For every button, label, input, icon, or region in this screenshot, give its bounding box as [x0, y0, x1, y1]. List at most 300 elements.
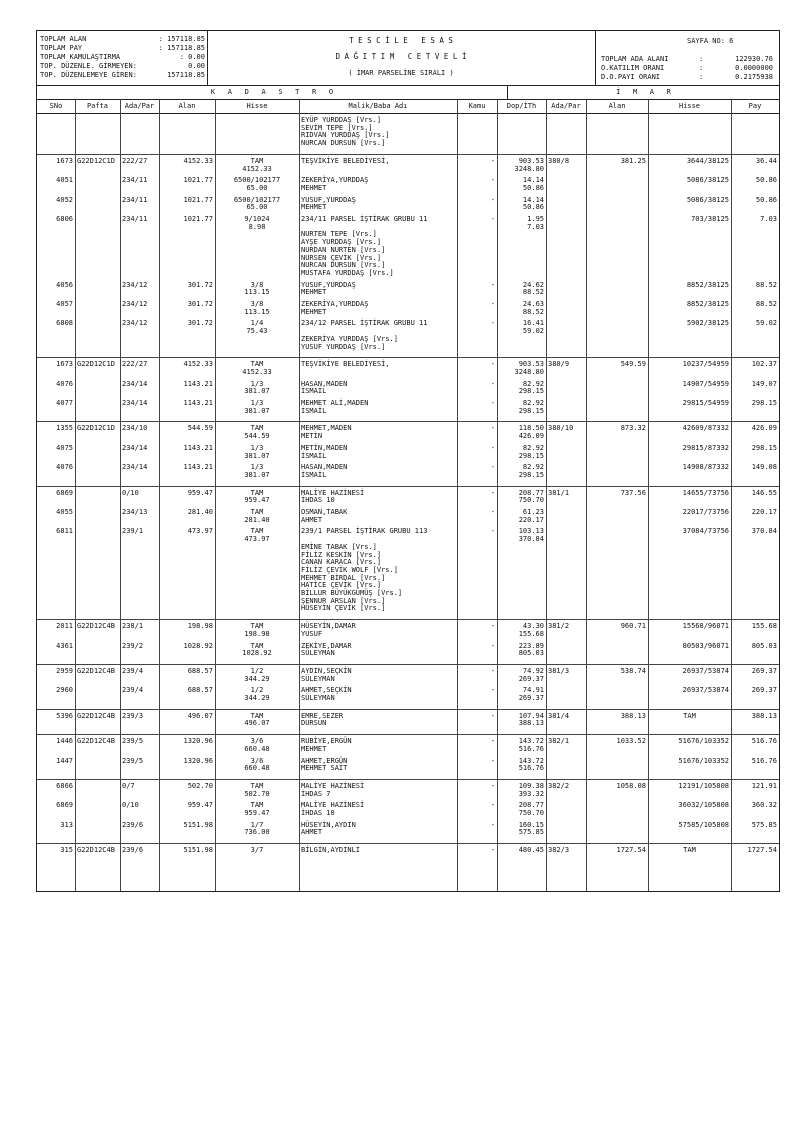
text-cell: 5151.98 — [183, 820, 213, 829]
text-cell: TAM — [250, 711, 264, 720]
group-divider — [37, 843, 779, 844]
text-cell: 1320.96 — [183, 737, 213, 746]
total-value: 0.00 — [188, 62, 205, 70]
text-cell: 370.84 — [518, 535, 544, 544]
text-cell: - — [490, 379, 495, 388]
text-cell: 7.03 — [527, 222, 544, 231]
text-cell: 688.57 — [187, 686, 213, 695]
text-cell: 959.47 — [244, 809, 270, 817]
text-cell: 575.85 — [518, 828, 544, 837]
text-cell: NURSEN ÇEVİK [Vrs.] — [301, 253, 382, 262]
text-cell: - — [490, 360, 495, 369]
column-divider — [586, 99, 587, 113]
column-divider — [299, 99, 300, 113]
text-cell: HÜSEYİN,AYDIN — [301, 820, 356, 829]
text-cell: 155.68 — [518, 629, 544, 638]
text-cell: 4057 — [56, 300, 73, 308]
text-cell: 82.92 — [522, 399, 544, 407]
text-cell: 234/14 — [122, 463, 148, 472]
text-cell: 14908/87332 — [682, 463, 729, 472]
text-cell: 516.76 — [751, 756, 777, 765]
text-cell: - — [490, 300, 495, 308]
text-cell: - — [490, 737, 495, 746]
text-cell: - — [490, 641, 495, 650]
text-cell: 234/11 PARSEL İŞTİRAK GRUBU 11 — [301, 215, 428, 223]
text-cell: 4152.33 — [242, 367, 272, 376]
text-cell: 234/11 — [122, 215, 148, 223]
column-divider — [299, 113, 300, 891]
text-cell: G22D12C1D — [77, 360, 115, 369]
text-cell: 1/2 — [250, 686, 264, 695]
text-cell: 269.37 — [518, 694, 544, 702]
text-cell: 14.14 — [522, 176, 544, 185]
text-cell: DURSUN — [301, 719, 327, 728]
text-cell: 14.14 — [522, 195, 544, 204]
text-cell: 281.40 — [187, 508, 213, 516]
text-cell: MEHMET ALİ,MADEN — [301, 399, 369, 407]
text-cell: 234/14 — [122, 399, 148, 407]
text-cell: - — [490, 156, 495, 165]
text-cell: 3/6 — [250, 756, 264, 765]
text-cell: SÜLEYMAN — [301, 694, 335, 702]
text-cell: G22D12C4B — [77, 622, 115, 631]
text-cell: 234/12 — [122, 300, 148, 308]
text-cell: - — [490, 399, 495, 407]
text-cell: 538.74 — [620, 666, 646, 675]
text-cell: 805.03 — [518, 649, 544, 658]
text-cell: 1021.77 — [183, 215, 213, 223]
total-value: 157118.85 — [167, 71, 205, 79]
column-divider — [75, 99, 76, 113]
text-cell: 103.13 — [518, 527, 544, 536]
text-cell: - — [490, 686, 495, 695]
text-cell: 381.25 — [620, 156, 646, 165]
text-cell: NURCAN DURSUN [Vrs.] — [301, 139, 386, 148]
text-cell: TAM — [683, 846, 696, 855]
text-cell: 381/1 — [548, 488, 570, 497]
text-cell: 239/2 — [122, 641, 144, 650]
text-cell: 239/5 — [122, 756, 144, 765]
text-cell: 3248.80 — [514, 164, 544, 173]
ratio-label: O.KATILIM ORANI — [601, 64, 665, 72]
text-cell: 4077 — [56, 399, 73, 407]
text-cell: MEHMET — [301, 288, 327, 297]
text-cell: SEVİM TEPE [Vrs.] — [301, 123, 373, 132]
text-cell: G22D12C4B — [77, 711, 115, 720]
text-cell: İHDAS 10 — [301, 809, 335, 817]
text-cell: 14655/73756 — [682, 488, 729, 497]
text-cell: AHMET,SEÇKİN — [301, 686, 352, 695]
text-cell: 15568/96071 — [682, 622, 729, 631]
text-cell: TAM — [250, 508, 264, 516]
text-cell: 234/14 — [122, 379, 148, 388]
text-cell: 381/4 — [548, 711, 570, 720]
text-cell: MALİYE HAZİNESİ — [301, 801, 365, 810]
title-line-3: ( İMAR PARSELİNE SIRALI ) — [348, 69, 454, 77]
text-cell: BİLGİN,AYDINLI — [301, 846, 361, 855]
column-divider — [497, 113, 498, 891]
text-cell: 234/11 — [122, 176, 148, 185]
text-cell: 198.98 — [244, 629, 270, 638]
text-cell: 220.17 — [518, 515, 544, 524]
text-cell: 50.86 — [755, 195, 777, 204]
total-value: : 157118.85 — [158, 35, 205, 43]
text-cell: 269.37 — [751, 686, 777, 695]
text-cell: 473.97 — [187, 527, 213, 536]
text-cell: 198.98 — [187, 622, 213, 631]
text-cell: 234/12 PARSEL İŞTİRAK GRUBU 11 — [301, 319, 428, 328]
text-cell: HATİCE ÇEVİK [Vrs.] — [301, 581, 382, 590]
text-cell: 516.76 — [518, 764, 544, 773]
text-cell: - — [490, 488, 495, 497]
text-cell: 1727.54 — [616, 846, 646, 855]
text-cell: - — [490, 622, 495, 631]
text-cell: 4152.33 — [183, 360, 213, 369]
text-cell: 1021.77 — [183, 176, 213, 185]
text-cell: OSMAN,TABAK — [301, 508, 348, 516]
text-cell: MEHMET,MADEN — [301, 424, 352, 433]
column-divider — [215, 99, 216, 113]
text-cell: 80503/96071 — [682, 641, 729, 650]
text-cell: TAM — [250, 622, 264, 631]
text-cell: 269.37 — [751, 666, 777, 675]
group-divider — [37, 709, 779, 710]
text-cell: 59.02 — [755, 319, 777, 328]
text-cell: 3/6 — [250, 737, 264, 746]
group-divider — [37, 734, 779, 735]
text-cell: 313 — [60, 820, 73, 829]
text-cell: 102.37 — [751, 360, 777, 369]
text-cell: 1143.21 — [183, 379, 213, 388]
ratio-label: TOPLAM ADA ALANI — [601, 55, 669, 63]
text-cell: 473.97 — [244, 535, 270, 544]
text-cell: - — [490, 215, 495, 223]
text-cell: 1028.92 — [242, 649, 272, 658]
text-cell: 381/2 — [548, 622, 570, 631]
text-cell: 903.53 — [518, 360, 544, 369]
group-divider — [37, 619, 779, 620]
column-header: Malik/Baba Adı — [348, 102, 408, 110]
text-cell: 6866 — [56, 781, 73, 790]
title-line-2: D A Ğ I T I M C E T V E L İ — [335, 52, 467, 61]
column-divider — [648, 113, 649, 891]
text-cell: FİLİZ KESKİN [Vrs.] — [301, 550, 382, 559]
text-cell: 4152.33 — [242, 164, 272, 173]
text-cell: 24.63 — [522, 300, 544, 308]
text-cell: MEHMET — [301, 183, 327, 192]
text-cell: 155.68 — [751, 622, 777, 631]
text-cell: TAM — [683, 711, 696, 720]
text-cell: 1/4 — [250, 319, 264, 328]
column-divider — [457, 113, 458, 891]
text-cell: 29815/54959 — [682, 399, 729, 407]
text-cell: 208.77 — [518, 801, 544, 810]
document-header — [37, 31, 779, 86]
text-cell: 239/4 — [122, 686, 144, 695]
text-cell: EYÜP YURDDAŞ [Vrs.] — [301, 116, 382, 124]
text-cell: 6500/102177 — [233, 195, 281, 204]
ratio-value: 122930.76 — [735, 55, 773, 63]
text-cell: METİN,MADEN — [301, 443, 348, 452]
text-cell: 5086/38125 — [686, 176, 729, 185]
text-cell: NURCAN DURSUN [Vrs.] — [301, 261, 386, 270]
text-cell: 382/2 — [548, 781, 570, 790]
kadastro-label: K A D A S T R O — [210, 88, 334, 96]
text-cell: G22D12C4B — [77, 737, 115, 746]
column-divider — [586, 113, 587, 891]
text-cell: SÜLEYMAN — [301, 649, 335, 658]
text-cell: 160.15 — [518, 820, 544, 829]
text-cell: AYDIN,SEÇKİN — [301, 666, 352, 675]
text-cell: 5396 — [56, 711, 73, 720]
text-cell: - — [490, 527, 495, 536]
text-cell: NURTEN TEPE [Vrs.] — [301, 230, 377, 239]
text-cell: 118.50 — [518, 424, 544, 433]
text-cell: - — [490, 424, 495, 433]
text-cell: 82.92 — [522, 463, 544, 472]
text-cell: 8852/38125 — [686, 300, 729, 308]
text-cell: MEHMET — [301, 203, 327, 212]
text-cell: YUSUF — [301, 629, 323, 638]
text-cell: 1447 — [56, 756, 73, 765]
text-cell: 393.32 — [518, 789, 544, 798]
text-cell: 239/3 — [122, 711, 144, 720]
text-cell: 26937/53874 — [682, 686, 729, 695]
group-divider — [37, 357, 779, 358]
text-cell: TAM — [250, 488, 264, 497]
text-cell: - — [490, 666, 495, 675]
text-cell: 8852/38125 — [686, 280, 729, 289]
text-cell: - — [490, 508, 495, 516]
text-cell: MALİYE HAZİNESİ — [301, 781, 365, 790]
column-divider — [120, 99, 121, 113]
text-cell: 1028.92 — [183, 641, 213, 650]
text-cell: 14907/54959 — [682, 379, 729, 388]
total-label: TOP. DÜZENLE. GİRMEYEN: — [40, 62, 137, 70]
text-cell: 10237/54959 — [682, 360, 729, 369]
text-cell: AHMET,ERGÜN — [301, 756, 348, 765]
text-cell: 1320.96 — [183, 756, 213, 765]
text-cell: 381/3 — [548, 666, 570, 675]
text-cell: 1143.21 — [183, 443, 213, 452]
text-cell: 2960 — [56, 686, 73, 695]
text-cell: 43.30 — [522, 622, 544, 631]
column-divider — [546, 99, 547, 113]
text-cell: 298.15 — [518, 387, 544, 396]
text-cell: 143.72 — [518, 737, 544, 746]
text-cell: RUBİYE,ERGÜN — [301, 737, 352, 746]
text-cell: 4076 — [56, 379, 73, 388]
text-cell: 65.00 — [246, 203, 268, 212]
ratio-colon: : — [699, 73, 704, 81]
text-cell: 1021.77 — [183, 195, 213, 204]
text-cell: 42609/87332 — [682, 424, 729, 433]
text-cell: MALİYE HAZİNESİ — [301, 488, 365, 497]
text-cell: 480.45 — [518, 846, 544, 855]
text-cell: HASAN,MADEN — [301, 379, 348, 388]
text-cell: ZEKERİYA YURDDAŞ [Vrs.] — [301, 334, 398, 343]
text-cell: 380/10 — [548, 424, 574, 433]
text-cell: 1/3 — [250, 379, 264, 388]
text-cell: - — [490, 443, 495, 452]
text-cell: 74.91 — [522, 686, 544, 695]
text-cell: ŞENNUR ARSLAN [Vrs.] — [301, 596, 386, 605]
text-cell: TAM — [250, 156, 264, 165]
text-cell: 6869 — [56, 488, 73, 497]
text-cell: 380/9 — [548, 360, 570, 369]
text-cell: 75.43 — [246, 327, 268, 336]
column-divider — [731, 113, 732, 891]
text-cell: 6806 — [56, 215, 73, 223]
text-cell: 382/3 — [548, 846, 570, 855]
text-cell: 24.62 — [522, 280, 544, 289]
text-cell: 516.76 — [518, 744, 544, 753]
text-cell: AHMET — [301, 515, 323, 524]
text-cell: 5902/38125 — [686, 319, 729, 328]
text-cell: 239/4 — [122, 666, 144, 675]
text-cell: 544.59 — [244, 432, 270, 441]
text-cell: 36.44 — [755, 156, 777, 165]
text-cell: AHMET — [301, 828, 323, 837]
text-cell: HÜSEYİN,DAMAR — [301, 622, 356, 631]
text-cell: 382/1 — [548, 737, 570, 746]
text-cell: 88.52 — [522, 288, 544, 297]
text-cell: 2011 — [56, 622, 73, 631]
text-cell: 1446 — [56, 737, 73, 746]
text-cell: 370.84 — [751, 527, 777, 536]
text-cell: 1673 — [56, 156, 73, 165]
text-cell: 301.72 — [187, 300, 213, 308]
text-cell: 380/8 — [548, 156, 570, 165]
text-cell: - — [490, 820, 495, 829]
text-cell: 3/8 — [250, 300, 264, 308]
text-cell: 149.07 — [751, 379, 777, 388]
text-cell: YUSUF YURDDAŞ [Vrs.] — [301, 342, 386, 351]
text-cell: 3/7 — [250, 846, 264, 855]
text-cell: 50.86 — [755, 176, 777, 185]
text-cell: METİN — [301, 432, 323, 441]
text-cell: 1033.52 — [616, 737, 646, 746]
column-header: Hisse — [678, 102, 701, 110]
text-cell: 239/5 — [122, 737, 144, 746]
text-cell: 36032/105808 — [678, 801, 729, 810]
text-cell: İHDAS 10 — [301, 496, 335, 505]
text-cell: 903.53 — [518, 156, 544, 165]
text-cell: 143.72 — [518, 756, 544, 765]
text-cell: - — [490, 756, 495, 765]
text-cell: HASAN,MADEN — [301, 463, 348, 472]
ratio-colon: : — [699, 64, 704, 72]
text-cell: 37084/73756 — [682, 527, 729, 536]
text-cell: 4076 — [56, 463, 73, 472]
text-cell: 660.48 — [244, 744, 270, 753]
column-header: Pafta — [86, 102, 109, 110]
text-cell: 239/6 — [122, 846, 144, 855]
text-cell: 959.47 — [187, 801, 213, 810]
text-cell: 1/7 — [250, 820, 264, 829]
text-cell: 575.85 — [751, 820, 777, 829]
section-header — [37, 85, 779, 100]
text-cell: 750.70 — [518, 496, 544, 505]
column-divider — [120, 113, 121, 891]
text-cell: 805.03 — [751, 641, 777, 650]
text-cell: 51676/103352 — [678, 737, 729, 746]
text-cell: 1727.54 — [747, 846, 777, 855]
text-cell: 4055 — [56, 508, 73, 516]
column-divider — [546, 113, 547, 891]
text-cell: 113.15 — [244, 288, 270, 297]
text-cell: 1/3 — [250, 443, 264, 452]
text-cell: 544.59 — [187, 424, 213, 433]
text-cell: 88.52 — [522, 307, 544, 316]
text-cell: 301.72 — [187, 280, 213, 289]
text-cell: 1143.21 — [183, 463, 213, 472]
page-number: SAYFA NO: 6 — [687, 37, 734, 45]
text-cell: RIDVAN YURDDAŞ [Vrs.] — [301, 131, 390, 140]
text-cell: 4152.33 — [183, 156, 213, 165]
text-cell: 496.07 — [187, 711, 213, 720]
text-cell: 298.15 — [518, 470, 544, 479]
total-label: TOPLAM KAMULAŞTIRMA — [40, 53, 121, 61]
text-cell: 426.09 — [751, 424, 777, 433]
text-cell: TAM — [250, 641, 264, 650]
text-cell: 234/12 — [122, 280, 148, 289]
text-cell: G22D12C1D — [77, 156, 115, 165]
text-cell: 1355 — [56, 424, 73, 433]
text-cell: 381.07 — [244, 470, 270, 479]
text-cell: TAM — [250, 424, 264, 433]
text-cell: ZEKERİYA,YURDDAŞ — [301, 300, 369, 308]
column-divider — [75, 113, 76, 891]
text-cell: YUSUF,YURDDAŞ — [301, 280, 356, 289]
text-cell: G22D12C1D — [77, 424, 115, 433]
text-cell: 9/1024 — [244, 215, 270, 223]
text-cell: 234/14 — [122, 443, 148, 452]
text-cell: 1673 — [56, 360, 73, 369]
text-cell: - — [490, 463, 495, 472]
text-cell: - — [490, 319, 495, 328]
text-cell: 220.17 — [751, 508, 777, 516]
text-cell: SÜLEYMAN — [301, 674, 335, 683]
text-cell: 6869 — [56, 801, 73, 810]
text-cell: 239/1 PARSEL İŞTİRAK GRUBU 113 — [301, 527, 428, 536]
text-cell: 7.03 — [760, 215, 777, 223]
text-cell: 6808 — [56, 319, 73, 328]
text-cell: 107.94 — [518, 711, 544, 720]
text-cell: EMİNE TABAK [Vrs.] — [301, 542, 377, 551]
text-cell: 298.15 — [518, 451, 544, 460]
ratio-colon: : — [699, 55, 704, 63]
text-cell: MEHMET BİRDAL [Vrs.] — [301, 573, 386, 582]
text-cell: 234/10 — [122, 424, 148, 433]
text-cell: TAM — [250, 801, 264, 810]
text-cell: 0/10 — [122, 801, 139, 810]
text-cell: 388.13 — [620, 711, 646, 720]
text-cell: 315 — [60, 846, 73, 855]
text-cell: 109.38 — [518, 781, 544, 790]
text-cell: NURDAN NURTEN [Vrs.] — [301, 245, 386, 254]
text-cell: 703/38125 — [691, 215, 729, 223]
text-cell: 82.92 — [522, 443, 544, 452]
group-divider — [37, 154, 779, 155]
text-cell: 298.15 — [751, 399, 777, 407]
text-cell: 6811 — [56, 527, 73, 536]
column-headers — [37, 99, 779, 114]
text-cell: 12191/105808 — [678, 781, 729, 790]
total-label: TOPLAM ALAN — [40, 35, 87, 43]
text-cell: İHDAS 7 — [301, 789, 331, 798]
text-cell: BİLLUR BÜYÜKGÜMÜŞ [Vrs.] — [301, 589, 403, 597]
